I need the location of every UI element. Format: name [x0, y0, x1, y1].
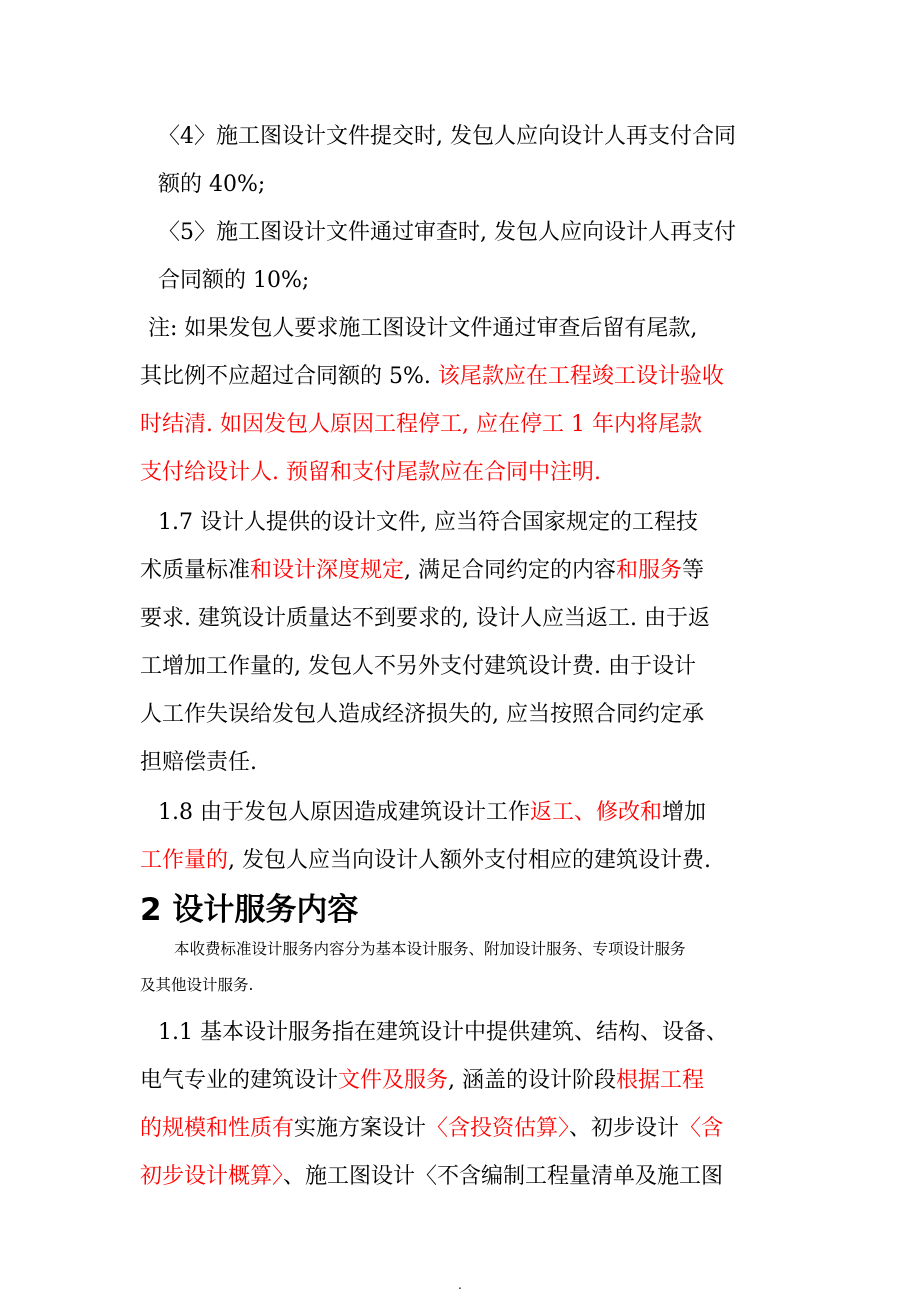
note-line-highlighted: 时结清. 如因发包人原因工程停工, 应在停工 1 年内将尾款 [140, 412, 702, 437]
intro-line: 本收费标准设计服务内容分为基本设计服务、附加设计服务、专项设计服务 [174, 940, 686, 958]
paragraph-line: 合同额的 10%; [158, 268, 310, 293]
section-heading: 2 设计服务内容 [140, 892, 359, 928]
highlighted-text: 根据工程 [616, 1068, 705, 1093]
paragraph-line: 1.7 设计人提供的设计文件, 应当符合国家规定的工程技 [158, 510, 698, 535]
paragraph-line: 额的 40%; [158, 172, 266, 197]
highlighted-text: 初步设计概算〉 [140, 1164, 284, 1189]
highlighted-text: 工作量的 [140, 848, 229, 873]
highlighted-text: 文件及服务 [338, 1068, 449, 1093]
paragraph-line: 〈4〉施工图设计文件提交时, 发包人应向设计人再支付合同 [158, 124, 736, 149]
paragraph-line: 工增加工作量的, 发包人不另外支付建筑设计费. 由于设计 [140, 654, 696, 679]
note-line: 注: 如果发包人要求施工图设计文件通过审查后留有尾款, [148, 316, 698, 341]
note-line: 其比例不应超过合同额的 5%. 该尾款应在工程竣工设计验收 [140, 364, 724, 389]
paragraph-line: 人工作失误给发包人造成经济损失的, 应当按照合同约定承 [140, 702, 704, 727]
paragraph-line: 术质量标准和设计深度规定, 满足合同约定的内容和服务等 [140, 558, 705, 583]
highlighted-text: 〈含投资估算〉 [426, 1116, 570, 1141]
intro-line: 及其他设计服务. [140, 976, 254, 994]
highlighted-text: 该尾款应在工程竣工设计验收 [437, 364, 724, 389]
note-line-highlighted: 支付给设计人. 预留和支付尾款应在合同中注明. [140, 460, 601, 485]
paragraph-line: 电气专业的建筑设计文件及服务, 涵盖的设计阶段根据工程 [140, 1068, 705, 1093]
paragraph-line: 〈5〉施工图设计文件通过审查时, 发包人应向设计人再支付 [158, 220, 736, 245]
paragraph-line: 工作量的, 发包人应当向设计人额外支付相应的建筑设计费. [140, 848, 711, 873]
highlighted-text: 和设计深度规定 [250, 558, 405, 583]
paragraph-line: 的规模和性质有实施方案设计〈含投资估算〉、初步设计〈含 [140, 1116, 724, 1141]
paragraph-line: 初步设计概算〉、施工图设计〈不含编制工程量清单及施工图 [140, 1164, 724, 1189]
paragraph-line: 1.1 基本设计服务指在建筑设计中提供建筑、结构、设备、 [158, 1020, 728, 1045]
highlighted-text: 返工、修改和 [529, 800, 662, 825]
highlighted-text: 的规模和性质有 [140, 1116, 295, 1141]
paragraph-line: 担赔偿责任. [140, 750, 257, 775]
highlighted-text: 〈含 [679, 1116, 724, 1141]
paragraph-line: 要求. 建筑设计质量达不到要求的, 设计人应当返工. 由于返 [140, 606, 710, 631]
paragraph-line: 1.8 由于发包人原因造成建筑设计工作返工、修改和增加 [158, 800, 707, 825]
highlighted-text: 和服务 [616, 558, 683, 583]
page-footer-mark: . [458, 1278, 462, 1292]
